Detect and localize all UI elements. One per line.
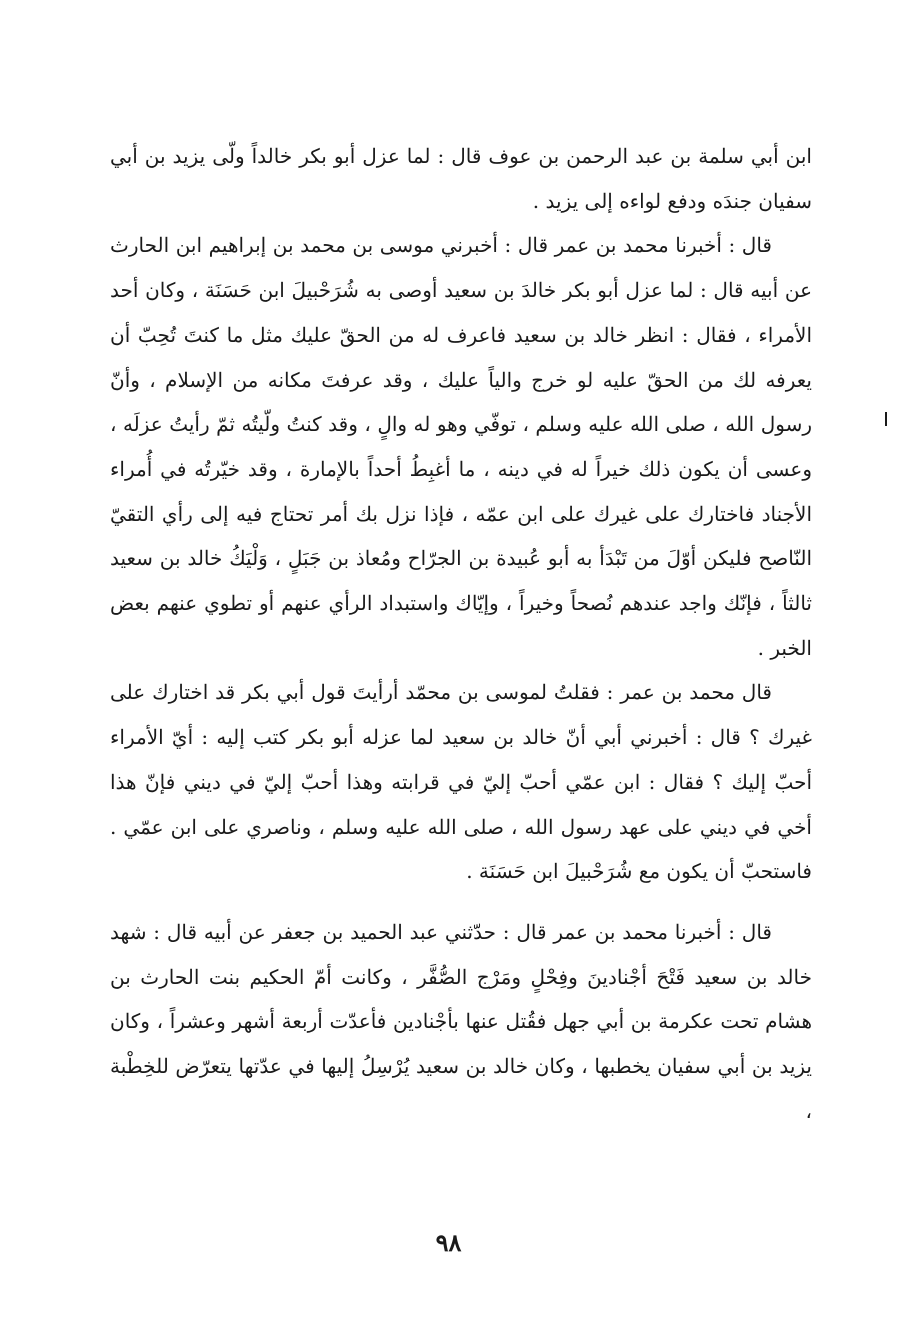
paragraph-musa-explanation: قال محمد بن عمر : فقلتُ لموسى بن محمّد أرأيتَ قول أبي بكر قد اختارك على غيرك ؟ قال : أخبرني أبي أنّ خالد بن سعيد لما عزله أبو بكر كتب إليه : أيّ الأمراء أحبّ إليك ؟ فقال : ابن عمّي أحبّ إليّ في قرابته وهذا أحبّ إليّ في ديني فإنّ هذا أخي في ديني على عهد رسول الله ، صلى الله عليه وسلم ، وناصري على ابن عمّي . فاستحبّ أن يكون مع شُرَحْبيلَ ابن حَسَنَة . [110,680,812,884]
paragraph-abu-bakr-advice: قال : أخبرنا محمد بن عمر قال : أخبرني موسى بن محمد بن إبراهيم ابن الحارث عن أبيه قال : لما عزل أبو بكر خالدَ بن سعيد أوصى به شُرَحْبيلَ ابن حَسَنَة ، وكان أحد الأمراء ، فقال : انظر خالد بن سعيد فاعرف له من الحقّ عليك مثل ما كنتَ تُحِبّ أن يعرفه لك من الحقّ عليه لو خرج والياً عليك ، وقد عرفتَ مكانه من الإسلام ، وأنّ رسول الله ، صلى الله عليه وسلم ، توفّي وهو له والٍ ، وقد كنتُ ولّيتُه ثمّ رأيتُ عزلَه ، وعسى أن يكون ذلك خيراً له في دينه ، ما أغبِطُ أحداً بالإمارة ، وقد خيّرتُه في أُمراء الأجناد فاختارك على غيرك على ابن عمّه ، فإذا نزل بك أمر تحتاج فيه إلى رأي التقيّ النّاصح فليكن أوّلَ من تَبْدَأ به أبو عُبيدة بن الجرّاح ومُعاذ بن جَبَلٍ ، وَلْيَكُ خالد بن سعيد ثالثاً ، فإنّك واجد عندهم نُصحاً وخيراً ، وإيّاك واستبداد الرأي عنهم أو تطوي عنهم بعض الخبر . [110,233,812,660]
paragraph-spacer [110,894,812,910]
paragraph-ajnadayn: قال : أخبرنا محمد بن عمر قال : حدّثني عبد الحميد بن جعفر عن أبيه قال : شهد خالد بن سعيد فَتْحَ أجْنادينَ وفِحْلٍ ومَرْج الصُّفَّر ، وكانت أمّ الحكيم بنت الحارث بن هشام تحت عكرمة بن أبي جهل فقُتل عنها بأجْنادين فأعدّت أربعة أشهر وعشراً ، وكان يزيد بن أبي سفيان يخطبها ، وكان خالد بن سعيد يُرْسِلُ إليها في عدّتها يتعرّض للخِطْبة ، [110,919,812,1123]
margin-mark [885,412,887,426]
page-body-text [110,134,812,1133]
page-number: ٩٨ [435,1228,462,1257]
paragraph-continuation: ابن أبي سلمة بن عبد الرحمن بن عوف قال : لما عزل أبو بكر خالداً ولّى يزيد بن أبي سفيان جندَه ودفع لواءه إلى يزيد . [110,144,812,213]
